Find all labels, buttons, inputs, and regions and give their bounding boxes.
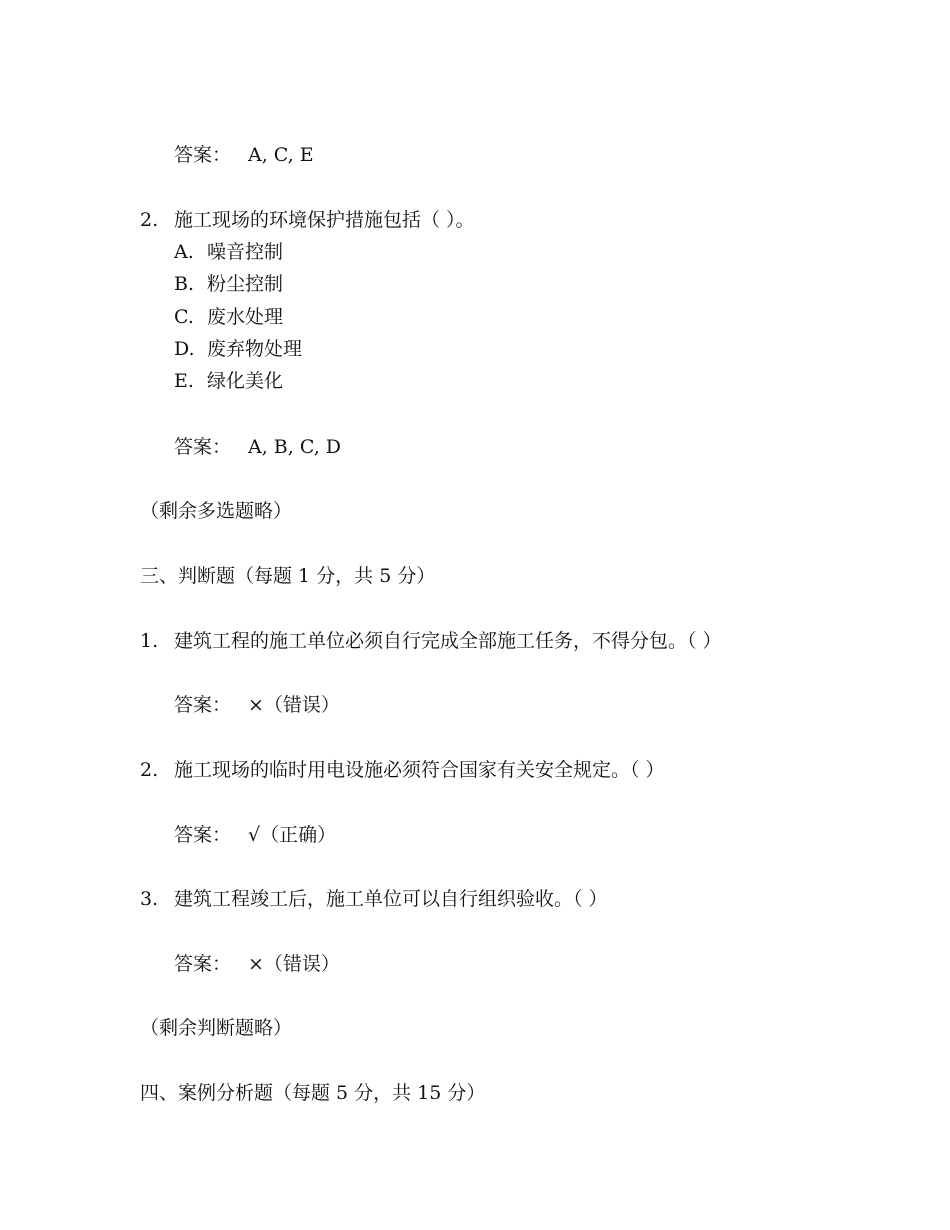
answer-value: √（正确） <box>248 824 337 846</box>
question-text: 建筑工程竣工后，施工单位可以自行组织验收。（ ） <box>174 888 608 910</box>
question-number: 1. <box>140 630 159 652</box>
option-text: 绿化美化 <box>207 370 284 392</box>
question-text: 施工现场的环境保护措施包括（ ）。 <box>174 209 475 231</box>
option-text: 粉尘控制 <box>207 273 284 295</box>
section-4-heading: 四、案例分析题（每题 5 分，共 15 分） <box>140 1082 486 1104</box>
answer-label: 答案： <box>174 436 232 458</box>
question-text: 施工现场的临时用电设施必须符合国家有关安全规定。（ ） <box>174 759 665 781</box>
option-text: 废水处理 <box>207 306 284 328</box>
answer-label: 答案： <box>174 694 232 716</box>
answer-value: A, C, E <box>248 144 314 166</box>
question-text: 建筑工程的施工单位必须自行完成全部施工任务，不得分包。（ ） <box>174 630 722 652</box>
judge-answer-2 <box>174 823 336 847</box>
note-remaining-multi: （剩余多选题略） <box>140 500 293 522</box>
judge-question-2 <box>140 758 665 782</box>
answer-label: 答案： <box>174 824 232 846</box>
answer-label: 答案： <box>174 953 232 975</box>
option-c <box>174 305 283 329</box>
option-text: 噪音控制 <box>207 241 284 263</box>
judge-answer-1 <box>174 693 340 717</box>
judge-question-3 <box>140 887 608 911</box>
option-letter: A. <box>174 241 194 263</box>
question-number: 3. <box>140 888 159 910</box>
q2-answer <box>174 435 341 459</box>
question-number: 2. <box>140 209 159 231</box>
option-letter: C. <box>174 306 194 328</box>
answer-value: A, B, C, D <box>248 436 342 458</box>
option-b <box>174 272 283 296</box>
question-2 <box>140 208 475 232</box>
answer-value: ×（错误） <box>248 694 340 716</box>
answer-label: 答案： <box>174 144 232 166</box>
option-letter: B. <box>174 273 195 295</box>
answer-value: ×（错误） <box>248 953 340 975</box>
section-3-heading: 三、判断题（每题 1 分，共 5 分） <box>140 565 436 587</box>
q1-answer <box>174 143 314 167</box>
option-d <box>174 337 302 361</box>
option-letter: D. <box>174 338 195 360</box>
judge-answer-3 <box>174 952 340 976</box>
option-a <box>174 240 283 264</box>
question-number: 2. <box>140 759 159 781</box>
option-text: 废弃物处理 <box>207 338 303 360</box>
note-remaining-judge: （剩余判断题略） <box>140 1017 293 1039</box>
judge-question-1 <box>140 629 722 653</box>
option-letter: E. <box>174 370 194 392</box>
option-e <box>174 369 283 393</box>
